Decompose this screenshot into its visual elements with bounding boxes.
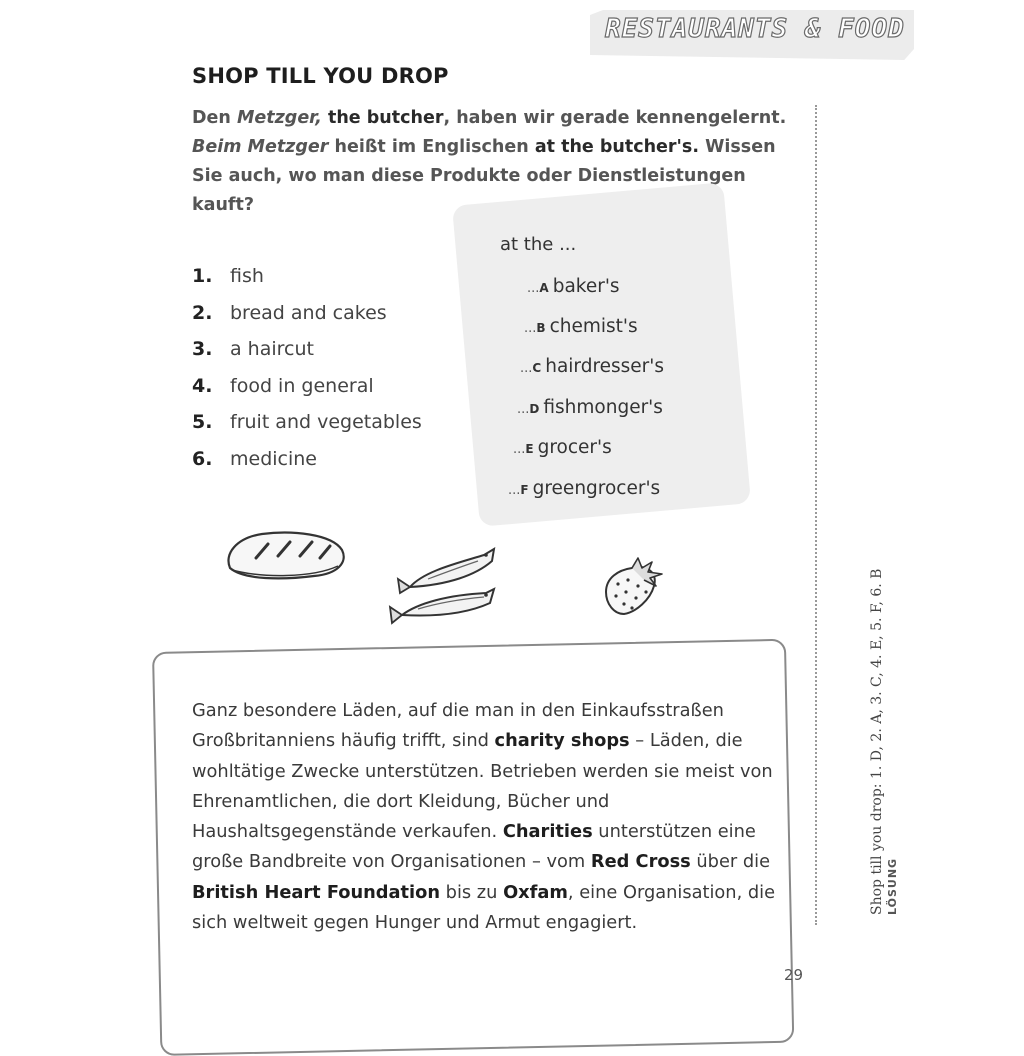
question-item <box>192 331 422 368</box>
info-text-part: unterstützen eine große Bandbreite von Organisationen – vom <box>192 821 756 873</box>
option-dots: ... <box>517 402 530 417</box>
info-text-part: über die <box>690 851 771 873</box>
option-text: fishmonger's <box>543 397 663 418</box>
question-number: 1. <box>192 265 213 288</box>
info-text-part: , eine Organisation, die sich weltweit gegen Hunger und Armut engagiert. <box>192 881 776 934</box>
answer-option <box>520 356 664 377</box>
strawberry-illustration <box>602 556 666 618</box>
question-item <box>192 295 422 332</box>
info-bold-charity-shops: charity shops <box>494 730 630 752</box>
intro-text: Den <box>192 108 237 128</box>
option-text: chemist's <box>549 316 638 337</box>
option-text: baker's <box>552 276 620 297</box>
intro-bold-butchers: at the butcher's. <box>534 137 699 157</box>
option-text: greengrocer's <box>532 478 661 499</box>
info-text <box>192 696 782 938</box>
exercise-title: SHOP TILL YOU DROP <box>192 64 449 88</box>
page-number: 29 <box>784 966 804 984</box>
solution-label: LÖSUNG <box>886 857 899 915</box>
answer-option <box>513 437 612 458</box>
option-dots: ... <box>527 281 540 296</box>
intro-italic-beim-metzger: Beim Metzger <box>192 137 329 157</box>
option-dots: ... <box>508 483 521 498</box>
info-text-part: bis zu <box>440 881 504 903</box>
question-item <box>192 441 422 478</box>
option-letter: A <box>539 281 549 295</box>
option-letter: F <box>520 483 529 497</box>
option-letter: D <box>529 402 540 416</box>
question-number: 4. <box>192 374 213 397</box>
option-dots: ... <box>520 361 533 376</box>
intro-bold-butcher: the butcher <box>327 108 444 128</box>
answer-option <box>517 397 663 418</box>
question-list <box>192 258 422 477</box>
info-bold-oxfam: Oxfam <box>503 881 568 903</box>
section-header: RESTAURANTS & FOOD <box>605 14 905 44</box>
answer-box <box>452 182 751 526</box>
question-number: 2. <box>192 301 213 324</box>
question-text: bread and cakes <box>230 301 387 324</box>
option-letter: C <box>532 361 542 375</box>
info-bold-charities: Charities <box>502 821 593 843</box>
option-letter: B <box>536 321 546 335</box>
question-number: 3. <box>192 338 213 361</box>
question-item <box>192 258 422 295</box>
question-text: fruit and vegetables <box>230 411 422 434</box>
question-text: fish <box>230 265 264 288</box>
intro-text: , haben wir gerade kennengelernt. <box>443 108 787 128</box>
intro-text: Wissen Sie auch, wo man diese Produkte oder Dienstleistungen kauft? <box>192 137 776 215</box>
answer-option <box>527 276 620 297</box>
solution <box>868 569 900 915</box>
question-item <box>192 368 422 405</box>
info-bold-bhf: British Heart Foundation <box>192 881 440 903</box>
solution-text: Shop till you drop: 1. D, 2. A, 3. C, 4. E, 5. F, 6. B <box>869 568 885 915</box>
question-text: food in general <box>230 374 374 397</box>
option-dots: ... <box>524 321 537 336</box>
answer-option <box>508 478 660 499</box>
intro-italic-metzger: Metzger, <box>236 108 322 128</box>
info-bold-red-cross: Red Cross <box>590 851 691 873</box>
question-item <box>192 404 422 441</box>
answer-option <box>524 316 638 337</box>
answers-heading: at the ... <box>500 234 577 255</box>
fish-illustration <box>388 545 500 627</box>
bread-illustration <box>222 528 348 582</box>
question-text: a haircut <box>230 338 314 361</box>
dotted-divider <box>815 105 817 925</box>
question-number: 6. <box>192 447 213 470</box>
info-text-part: – Läden, die wohltätige Zwecke unterstützen. Betrieben werden sie meist von Ehrenamtlichen, die dort Kleidung, Bücher und Haushaltsgegenstände verkaufen. <box>192 730 773 843</box>
option-text: grocer's <box>537 437 612 458</box>
question-text: medicine <box>230 447 317 470</box>
option-dots: ... <box>513 442 526 457</box>
option-text: hairdresser's <box>545 356 665 377</box>
option-letter: E <box>525 442 534 456</box>
intro-text: heißt im Englischen <box>328 137 535 157</box>
question-number: 5. <box>192 411 213 434</box>
info-text-part: Ganz besondere Läden, auf die man in den Einkaufsstraßen Großbritanniens häufig trifft, sind <box>192 700 724 752</box>
